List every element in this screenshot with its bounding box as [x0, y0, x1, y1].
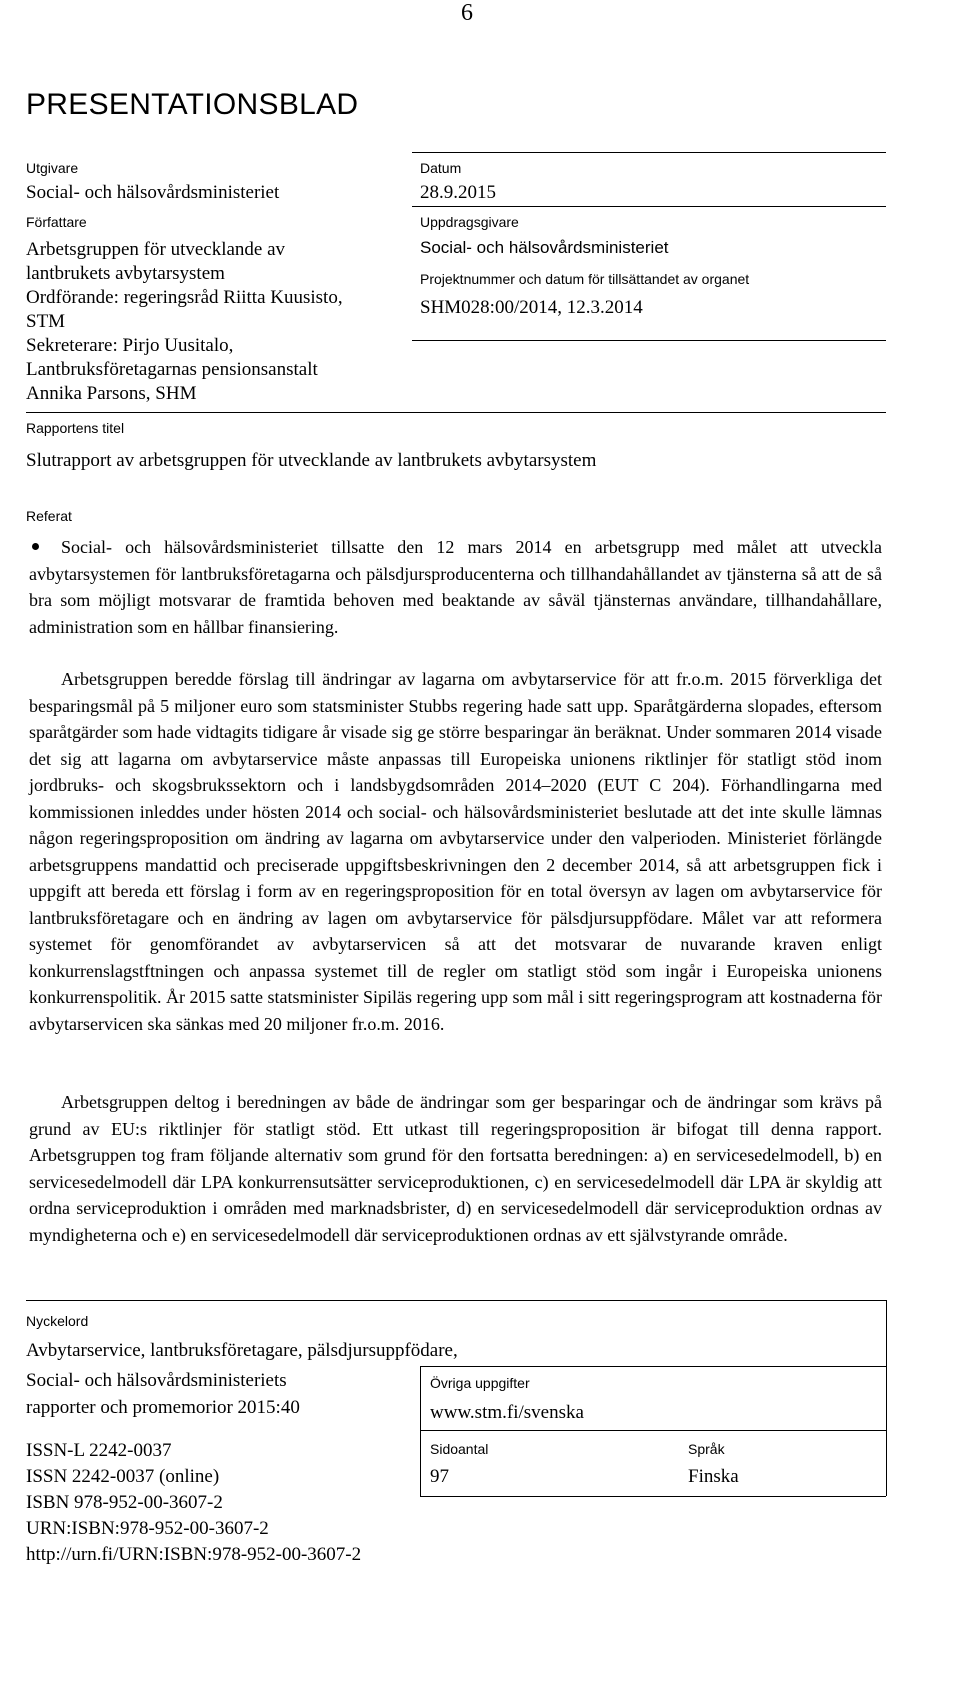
forfattare-line: Ordförande: regeringsråd Riitta Kuusisto,	[26, 287, 343, 308]
issn-l: ISSN-L 2242-0037	[26, 1440, 172, 1461]
page-title: PRESENTATIONSBLAD	[26, 88, 359, 121]
series-block	[26, 1367, 300, 1421]
utgivare-label: Utgivare	[26, 160, 79, 176]
uppdragsgivare-label: Uppdragsgivare	[420, 214, 519, 230]
ovriga-value[interactable]: www.stm.fi/svenska	[430, 1402, 584, 1423]
datum-value: 28.9.2015	[420, 182, 496, 203]
forfattare-line: Lantbruksföretagarnas pensionsanstalt	[26, 359, 318, 380]
projektnummer-label: Projektnummer och datum för tillsättandet av organet	[420, 271, 750, 287]
forfattare-line: Arbetsgruppen för utvecklande av	[26, 239, 286, 260]
sprak-value: Finska	[688, 1466, 739, 1487]
rapportens-titel-label: Rapportens titel	[26, 420, 125, 436]
series-line: Social- och hälsovårdsministeriets	[26, 1370, 287, 1391]
forfattare-block	[26, 238, 343, 406]
page-number: 6	[461, 0, 473, 26]
forfattare-line: Annika Parsons, SHM	[26, 383, 197, 404]
identifiers-block	[26, 1438, 361, 1568]
referat-paragraph-3: Arbetsgruppen deltog i beredningen av både de ändringar som ger besparingar och de ändringar som krävs på grund av EU:s riktlinjer för statligt stöd. Ett utkast till regeringsproposition är bifogat till denna rapport. Arbetsgruppen tog fram följande alternativ som grund för den fortsatta beredningen: a) en servicesedelmodell, b) en servicesedelmodell där LPA konkurrensutsätter serviceproduktionen, c) en servicesedelmodell där LPA är skyldig att ordna serviceproduktion i områden med marknadsbrister, d) en servicesedelmodell där serviceproduktion ordnas av myndigheterna och e) en servicesedelmodell där serviceproduktionen ordnas av ett självstyrande område.	[29, 1092, 882, 1245]
forfattare-line: lantbrukets avbytarsystem	[26, 263, 225, 284]
sprak-label: Språk	[688, 1441, 725, 1457]
rule-ovriga-top	[420, 1366, 886, 1367]
urn-link[interactable]: http://urn.fi/URN:ISBN:978-952-00-3607-2	[26, 1544, 362, 1565]
rule-sidoantal-top	[420, 1430, 886, 1431]
utgivare-value: Social- och hälsovårdsministeriet	[26, 182, 280, 203]
forfattare-line: Sekreterare: Pirjo Uusitalo,	[26, 335, 234, 356]
series-line: rapporter och promemorior 2015:40	[26, 1397, 300, 1418]
rule-vertical-left	[420, 1366, 421, 1496]
datum-label: Datum	[420, 160, 462, 176]
isbn: ISBN 978-952-00-3607-2	[26, 1492, 223, 1513]
rule-projekt-bottom	[412, 340, 886, 341]
sidoantal-value: 97	[430, 1466, 449, 1487]
ovriga-label: Övriga uppgifter	[430, 1375, 530, 1391]
referat-paragraph-2: Arbetsgruppen beredde förslag till ändringar av lagarna om avbytarservice för att fr.o.m. 2015 förverkliga det besparingsmål på 5 miljoner euro som statsminister Stubbs regering hade satt upp. Sparåtgärderna slopades, eftersom sparåtgärder som hade vidtagits tidigare år visade sig ge större besparingar än beräknat. Under sommaren 2014 visade det sig att lagarna om avbytarservice måste anpassas till Europeiska unionens riktlinjer för statligt stöd inom jordbruks- och skogsbrukssektorn och i landsbygdsområden 2014–2020 (EUT C 204). Förhandlingarna med kommissionen inleddes under hösten 2014 och social- och hälsovårdsministeriet beslutade att det inte skulle lämnas någon regeringsproposition om ändring av lagarna om avbytarservice under den valperioden. Ministeriet förlängde arbetsgruppens mandattid och preciserade uppgiftsbeskrivningen den 2 december 2014, så att arbetsgruppen fick i uppgift att bereda ett förslag i form av en regeringsproposition för en total översyn av lagen om avbytarservice för lantbruksföretagare och en ändring av lagen om avbytarservice för pälsdjursuppfödare. Målet var att reformera systemet för genomförandet av avbytarservicen så att det motsvarar de nuvarande kraven enligt konkurrenslagstftningen och anpassa systemet till de regler om statligt stöd som ingår i Europeiska unionens konkurrenspolitik. År 2015 satte statsminister Sipiläs regering upp som mål i sitt regeringsprogram att kostnaderna för avbytarservicen ska sänkas med 20 miljoner fr.o.m. 2016.	[29, 669, 882, 1034]
nyckelord-value: Avbytarservice, lantbruksföretagare, pälsdjursuppfödare,	[26, 1340, 458, 1361]
rapportens-titel-value: Slutrapport av arbetsgruppen för utvecklande av lantbrukets avbytarsystem	[26, 450, 597, 471]
forfattare-line: STM	[26, 311, 66, 332]
rule-nyckelord-top	[26, 1300, 886, 1301]
referat-paragraph-1: Social- och hälsovårdsministeriet tillsatte den 12 mars 2014 en arbetsgrupp med målet att utveckla avbytarsystemen för lantbruksföretagarna och pälsdjursproducenterna och tillhandahållandet av tjänsterna så att de så bra som möjligt motsvarar de framtida behoven med beaktande av såväl tjänsternas användare, tillhandahållare, administration som en hållbar finansiering.	[29, 537, 882, 637]
rule-header-bottom	[26, 412, 886, 413]
referat-label: Referat	[26, 508, 72, 524]
uppdragsgivare-value: Social- och hälsovårdsministeriet	[420, 238, 669, 257]
sidoantal-label: Sidoantal	[430, 1441, 489, 1457]
rule-datum-bottom	[412, 206, 886, 207]
forfattare-label: Författare	[26, 214, 87, 230]
projektnummer-value: SHM028:00/2014, 12.3.2014	[420, 297, 643, 318]
nyckelord-label: Nyckelord	[26, 1313, 89, 1329]
issn-online: ISSN 2242-0037 (online)	[26, 1466, 220, 1487]
rule-sidoantal-bottom	[420, 1496, 886, 1497]
rule-vertical-right	[886, 1300, 887, 1496]
rule-datum-top	[412, 152, 886, 153]
urn-isbn: URN:ISBN:978-952-00-3607-2	[26, 1518, 269, 1539]
